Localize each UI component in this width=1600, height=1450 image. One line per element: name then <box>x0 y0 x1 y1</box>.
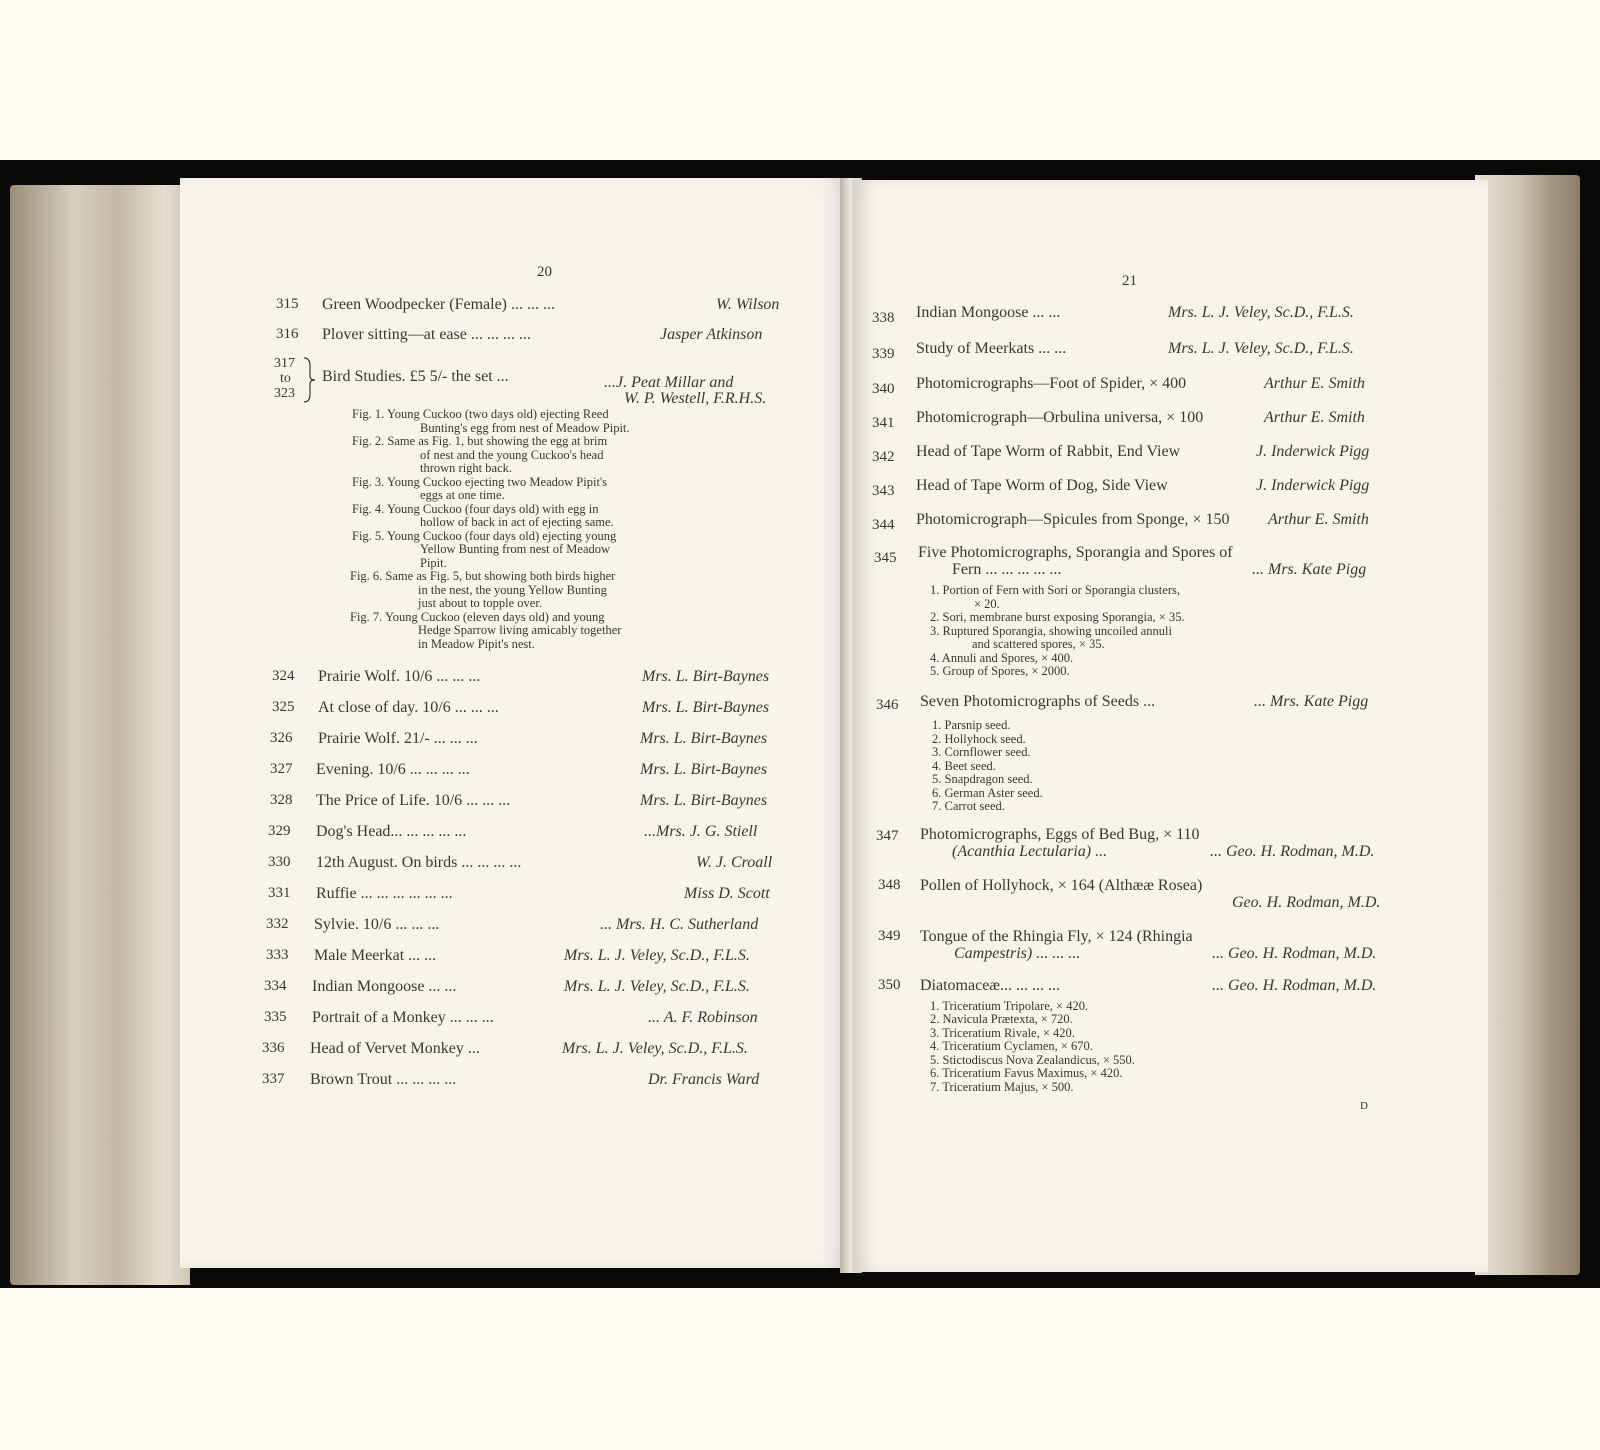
entry-artist: Mrs. L. Birt-Baynes <box>642 668 770 685</box>
entry-title: Sylvie. 10/6 ... ... ... <box>314 916 440 933</box>
entry-title-line2: Fern ... ... ... ... ... <box>952 561 1062 578</box>
entry-number: 347 <box>876 828 899 844</box>
figure-line: in the nest, the young Yellow Bunting <box>418 583 607 597</box>
list-item: 5. Group of Spores, × 2000. <box>930 664 1070 678</box>
figure-line: Yellow Bunting from nest of Meadow <box>420 542 611 556</box>
list-item: 6. German Aster seed. <box>932 786 1043 800</box>
figure-line: Fig. 5. Young Cuckoo (four days old) ejecting young <box>352 529 617 543</box>
entry-number: 334 <box>264 978 287 994</box>
entry-artist: ... Mrs. Kate Pigg <box>1254 693 1369 710</box>
figure-line: Fig. 4. Young Cuckoo (four days old) with egg in <box>352 502 599 516</box>
entry-number: 345 <box>874 550 897 566</box>
entry-number: 343 <box>872 483 895 499</box>
entry-artist: ... Mrs. Kate Pigg <box>1252 561 1367 578</box>
figure-line: Fig. 6. Same as Fig. 5, but showing both birds higher <box>350 569 616 583</box>
entry-artist: Mrs. L. J. Veley, Sc.D., F.L.S. <box>1168 340 1354 357</box>
entry-number: 327 <box>270 761 293 777</box>
list-item: × 20. <box>974 597 1000 611</box>
entry-title: Prairie Wolf. 10/6 ... ... ... <box>318 668 481 685</box>
list-item: 5. Snapdragon seed. <box>932 772 1033 786</box>
entry-number-from: 317 <box>274 356 295 371</box>
page-number: 20 <box>537 264 552 280</box>
entry-artist: ... A. F. Robinson <box>648 1009 758 1026</box>
list-item: 4. Annuli and Spores, × 400. <box>930 651 1074 665</box>
entry-artist: Jasper Atkinson <box>660 326 763 343</box>
entry-number: 338 <box>872 310 895 326</box>
entry-title: Indian Mongoose ... ... <box>916 304 1061 321</box>
list-item: 7. Carrot seed. <box>932 799 1005 813</box>
entry-title: The Price of Life. 10/6 ... ... ... <box>316 792 511 809</box>
entry-artist: J. Inderwick Pigg <box>1256 477 1370 494</box>
figure-line: hollow of back in act of ejecting same. <box>420 515 614 529</box>
entry-artist: ... Geo. H. Rodman, M.D. <box>1212 977 1377 994</box>
entry-title: Portrait of a Monkey ... ... ... <box>312 1009 494 1026</box>
catalogue-entry <box>878 877 1438 917</box>
entry-title: Evening. 10/6 ... ... ... ... <box>316 761 470 778</box>
entry-artist: Mrs. L. Birt-Baynes <box>642 699 770 716</box>
entry-title-line2: Campestris) ... ... ... <box>954 945 1081 962</box>
entry-number: 340 <box>872 381 895 397</box>
entry-number: 336 <box>262 1040 285 1056</box>
book-edge-left <box>10 185 190 1285</box>
entry-number: 316 <box>276 326 299 342</box>
entry-number: 328 <box>270 792 293 808</box>
entry-title: Tongue of the Rhingia Fly, × 124 (Rhingia <box>920 928 1193 945</box>
right-page <box>852 180 1488 1272</box>
entry-artist: Arthur E. Smith <box>1264 375 1365 392</box>
catalogue-entry <box>874 544 1434 584</box>
list-item: 7. Triceratium Majus, × 500. <box>930 1080 1074 1094</box>
left-page <box>180 178 848 1268</box>
entry-number-to: 323 <box>274 386 295 401</box>
entry-number: 315 <box>276 296 299 312</box>
figure-line: thrown right back. <box>420 461 512 475</box>
list-item: 4. Triceratium Cyclamen, × 670. <box>930 1039 1093 1053</box>
page-number: 21 <box>1122 273 1137 289</box>
list-item: 2. Sori, membrane burst exposing Sporangia, × 35. <box>930 610 1185 624</box>
entry-number: 333 <box>266 947 289 963</box>
entry-artist: W. Wilson <box>716 296 780 313</box>
entry-title: Head of Vervet Monkey ... <box>310 1040 480 1057</box>
entry-artist: Arthur E. Smith <box>1268 511 1369 528</box>
entry-title: Seven Photomicrographs of Seeds ... <box>920 693 1156 710</box>
entry-number: 332 <box>266 916 289 932</box>
entry-title: Indian Mongoose ... ... <box>312 978 457 995</box>
list-item: 5. Stictodiscus Nova Zealandicus, × 550. <box>930 1053 1135 1067</box>
list-item: 1. Portion of Fern with Sori or Sporangia clusters, <box>930 583 1180 597</box>
entry-artist: Mrs. L. Birt-Baynes <box>640 730 768 747</box>
entry-artist: ... Geo. H. Rodman, M.D. <box>1212 945 1377 962</box>
entry-artist: Miss D. Scott <box>684 885 770 902</box>
entry-title: Plover sitting—at ease ... ... ... ... <box>322 326 531 343</box>
figure-line: eggs at one time. <box>420 488 505 502</box>
entry-title: Photomicrographs—Foot of Spider, × 400 <box>916 375 1187 392</box>
entry-title: Five Photomicrographs, Sporangia and Spores of <box>918 544 1233 561</box>
entry-artist: ... Mrs. H. C. Sutherland <box>600 916 759 933</box>
signature-mark: D <box>1360 1100 1368 1112</box>
entry-number: 326 <box>270 730 293 746</box>
entry-artist: Mrs. L. Birt-Baynes <box>640 761 768 778</box>
figure-line: Fig. 7. Young Cuckoo (eleven days old) and young <box>350 610 605 624</box>
entry-artist-line2: W. P. Westell, F.R.H.S. <box>624 390 767 407</box>
list-item: 4. Beet seed. <box>932 759 996 773</box>
entry-title: Dog's Head... ... ... ... ... <box>316 823 467 840</box>
entry-artist: Arthur E. Smith <box>1264 409 1365 426</box>
entry-title: At close of day. 10/6 ... ... ... <box>318 699 499 716</box>
entry-title: Male Meerkat ... ... <box>314 947 437 964</box>
entry-number-to-word: to <box>280 371 291 386</box>
entry-number: 335 <box>264 1009 287 1025</box>
list-item: 1. Parsnip seed. <box>932 718 1011 732</box>
figure-line: just about to topple over. <box>418 596 542 610</box>
figure-line: Fig. 3. Young Cuckoo ejecting two Meadow Pipit's <box>352 475 608 489</box>
figure-line: of nest and the young Cuckoo's head <box>420 448 604 462</box>
brace-icon <box>302 356 316 404</box>
list-item: 2. Navicula Prætexta, × 720. <box>930 1012 1073 1026</box>
figure-line: in Meadow Pipit's nest. <box>418 637 535 651</box>
entry-title: Ruffie ... ... ... ... ... ... <box>316 885 453 902</box>
list-item: 3. Cornflower seed. <box>932 745 1031 759</box>
entry-number: 349 <box>878 928 901 944</box>
catalogue-entry <box>878 928 1438 968</box>
list-item: 6. Triceratium Favus Maximus, × 420. <box>930 1066 1123 1080</box>
entry-title: Pollen of Hollyhock, × 164 (Althææ Rosea) <box>920 877 1203 894</box>
entry-number: 344 <box>872 517 895 533</box>
entry-artist: Mrs. L. J. Veley, Sc.D., F.L.S. <box>1168 304 1354 321</box>
entry-number: 325 <box>272 699 295 715</box>
entry-artist: J. Inderwick Pigg <box>1256 443 1370 460</box>
entry-number: 331 <box>268 885 291 901</box>
list-item: 1. Triceratium Tripolare, × 420. <box>930 999 1089 1013</box>
figure-line: Pipit. <box>420 556 447 570</box>
entry-title: Photomicrograph—Spicules from Sponge, × 150 <box>916 511 1230 528</box>
entry-artist: Geo. H. Rodman, M.D. <box>1232 894 1381 911</box>
figure-line: Fig. 1. Young Cuckoo (two days old) ejecting Reed <box>352 407 609 421</box>
list-item: 3. Triceratium Rivale, × 420. <box>930 1026 1075 1040</box>
figure-line: Hedge Sparrow living amicably together <box>418 623 622 637</box>
entry-artist: ...J. Peat Millar and <box>604 374 734 391</box>
entry-title: Prairie Wolf. 21/- ... ... ... <box>318 730 478 747</box>
entry-title: Head of Tape Worm of Dog, Side View <box>916 477 1168 494</box>
entry-artist: Mrs. L. J. Veley, Sc.D., F.L.S. <box>564 978 750 995</box>
book-edge-right <box>1475 175 1580 1275</box>
list-item: 2. Hollyhock seed. <box>932 732 1026 746</box>
entry-title: Photomicrographs, Eggs of Bed Bug, × 110 <box>920 826 1200 843</box>
entry-title: Brown Trout ... ... ... ... <box>310 1071 457 1088</box>
entry-number: 350 <box>878 977 901 993</box>
entry-title: Study of Meerkats ... ... <box>916 340 1067 357</box>
entry-title: 12th August. On birds ... ... ... ... <box>316 854 522 871</box>
entry-title: Bird Studies. £5 5/- the set ... <box>322 368 509 385</box>
entry-number: 324 <box>272 668 295 684</box>
entry-title: Head of Tape Worm of Rabbit, End View <box>916 443 1181 460</box>
entry-number: 337 <box>262 1071 285 1087</box>
entry-title: Green Woodpecker (Female) ... ... ... <box>322 296 555 313</box>
entry-number: 341 <box>872 415 895 431</box>
entry-number: 342 <box>872 449 895 465</box>
entry-number: 330 <box>268 854 291 870</box>
entry-title-line2: (Acanthia Lectularia) ... <box>952 843 1108 860</box>
figure-line: Bunting's egg from nest of Meadow Pipit. <box>420 421 630 435</box>
entry-artist: ... Geo. H. Rodman, M.D. <box>1210 843 1375 860</box>
entry-artist: Mrs. L. Birt-Baynes <box>640 792 768 809</box>
catalogue-entry <box>876 826 1436 866</box>
entry-artist: Dr. Francis Ward <box>648 1071 760 1088</box>
entry-title: Photomicrograph—Orbulina universa, × 100 <box>916 409 1204 426</box>
entry-title: Diatomaceæ... ... ... ... <box>920 977 1060 994</box>
entry-number: 329 <box>268 823 291 839</box>
entry-artist: ...Mrs. J. G. Stiell <box>644 823 758 840</box>
list-item: and scattered spores, × 35. <box>972 637 1105 651</box>
entry-artist: W. J. Croall <box>696 854 773 871</box>
entry-number: 339 <box>872 346 895 362</box>
entry-artist: Mrs. L. J. Veley, Sc.D., F.L.S. <box>564 947 750 964</box>
entry-number: 346 <box>876 697 899 713</box>
entry-number: 348 <box>878 877 901 893</box>
figure-line: Fig. 2. Same as Fig. 1, but showing the egg at brim <box>352 434 608 448</box>
entry-artist: Mrs. L. J. Veley, Sc.D., F.L.S. <box>562 1040 748 1057</box>
list-item: 3. Ruptured Sporangia, showing uncoiled annuli <box>930 624 1172 638</box>
